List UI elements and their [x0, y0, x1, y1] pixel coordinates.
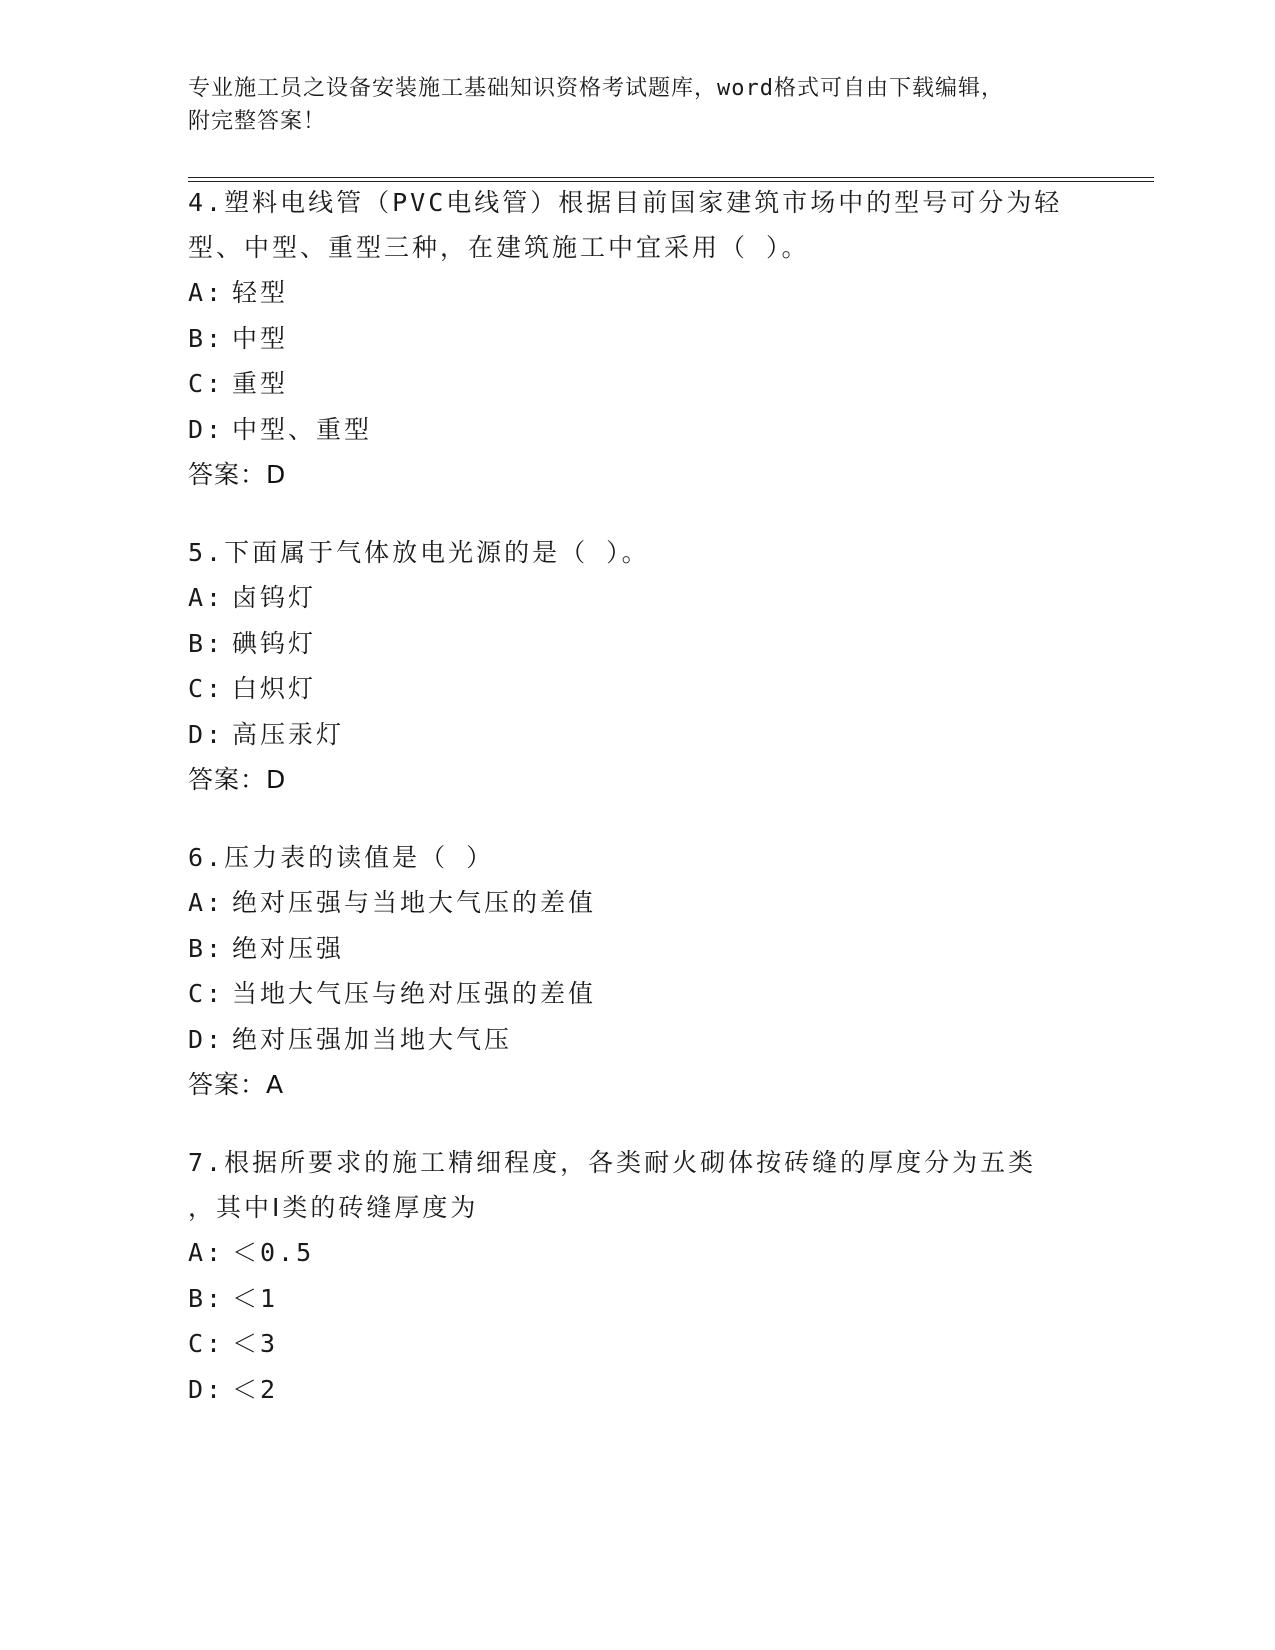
option-text: 高压汞灯: [232, 719, 345, 749]
question-4: [188, 180, 1088, 497]
question-stem: 4.塑料电线管（PVC电线管）根据目前国家建筑市场中的型号可分为轻: [188, 188, 1063, 217]
option-letter: D:: [188, 1374, 225, 1404]
option-text: ＜3: [232, 1329, 279, 1358]
option-b: [188, 316, 1088, 362]
option-letter: A:: [188, 583, 225, 612]
option-text: 轻型: [232, 278, 289, 307]
question-stem-continued: 型、中型、重型三种，在建筑施工中宜采用（ ）。: [188, 233, 810, 262]
option-text: ＜2: [232, 1374, 279, 1404]
question-7: [188, 1140, 1088, 1412]
option-letter: A:: [188, 888, 225, 917]
question-stem: 7.根据所要求的施工精细程度，各类耐火砌体按砖缝的厚度分为五类: [188, 1148, 1037, 1177]
question-stem: 6.压力表的读值是（ ）: [188, 843, 495, 872]
answer-label: 答案：D: [188, 460, 287, 489]
header-line-2: 附完整答案！: [188, 109, 327, 134]
option-letter: D:: [188, 1024, 225, 1054]
option-text: ＜1: [232, 1283, 279, 1313]
option-c: [188, 361, 1088, 407]
option-letter: C:: [188, 979, 225, 1008]
answer-label: 答案：A: [188, 1070, 285, 1099]
option-b: [188, 926, 1088, 972]
option-letter: D:: [188, 414, 225, 444]
option-text: 当地大气压与绝对压强的差值: [232, 979, 597, 1008]
option-text: 绝对压强加当地大气压: [232, 1024, 513, 1054]
option-a: [188, 880, 1088, 926]
option-text: 绝对压强: [232, 933, 345, 963]
option-letter: B:: [188, 628, 225, 658]
option-d: [188, 712, 1088, 758]
option-b: [188, 621, 1088, 667]
option-text: 绝对压强与当地大气压的差值: [232, 888, 597, 917]
option-a: [188, 270, 1088, 316]
option-letter: C:: [188, 674, 225, 703]
option-d: [188, 1017, 1088, 1063]
option-letter: C:: [188, 1329, 225, 1358]
question-6: [188, 835, 1088, 1107]
header-divider-top: [188, 177, 1154, 178]
option-d: [188, 1367, 1088, 1413]
option-c: [188, 1321, 1088, 1367]
option-a: [188, 575, 1088, 621]
option-letter: B:: [188, 323, 225, 353]
header-line-1: 专业施工员之设备安装施工基础知识资格考试题库，word格式可自由下载编辑，: [188, 76, 1004, 101]
question-stem-continued: ，其中Ⅰ类的砖缝厚度为: [188, 1193, 479, 1222]
document-header: [188, 72, 1068, 138]
option-b: [188, 1276, 1088, 1322]
question-stem: 5.下面属于气体放电光源的是（ ）。: [188, 538, 650, 567]
option-text: 碘钨灯: [232, 628, 317, 658]
option-text: 白炽灯: [232, 674, 317, 703]
answer-label: 答案：D: [188, 765, 287, 794]
option-letter: B:: [188, 933, 225, 963]
option-letter: A:: [188, 1238, 225, 1267]
question-5: [188, 530, 1088, 802]
option-text: 中型: [232, 323, 289, 353]
option-d: [188, 407, 1088, 453]
option-text: 中型、重型: [232, 414, 373, 444]
option-text: ＜0.5: [232, 1238, 315, 1267]
option-c: [188, 971, 1088, 1017]
option-a: [188, 1230, 1088, 1276]
option-text: 重型: [232, 369, 289, 398]
option-letter: C:: [188, 369, 225, 398]
option-letter: D:: [188, 719, 225, 749]
option-text: 卤钨灯: [232, 583, 317, 612]
option-letter: B:: [188, 1283, 225, 1313]
option-c: [188, 666, 1088, 712]
option-letter: A:: [188, 278, 225, 307]
